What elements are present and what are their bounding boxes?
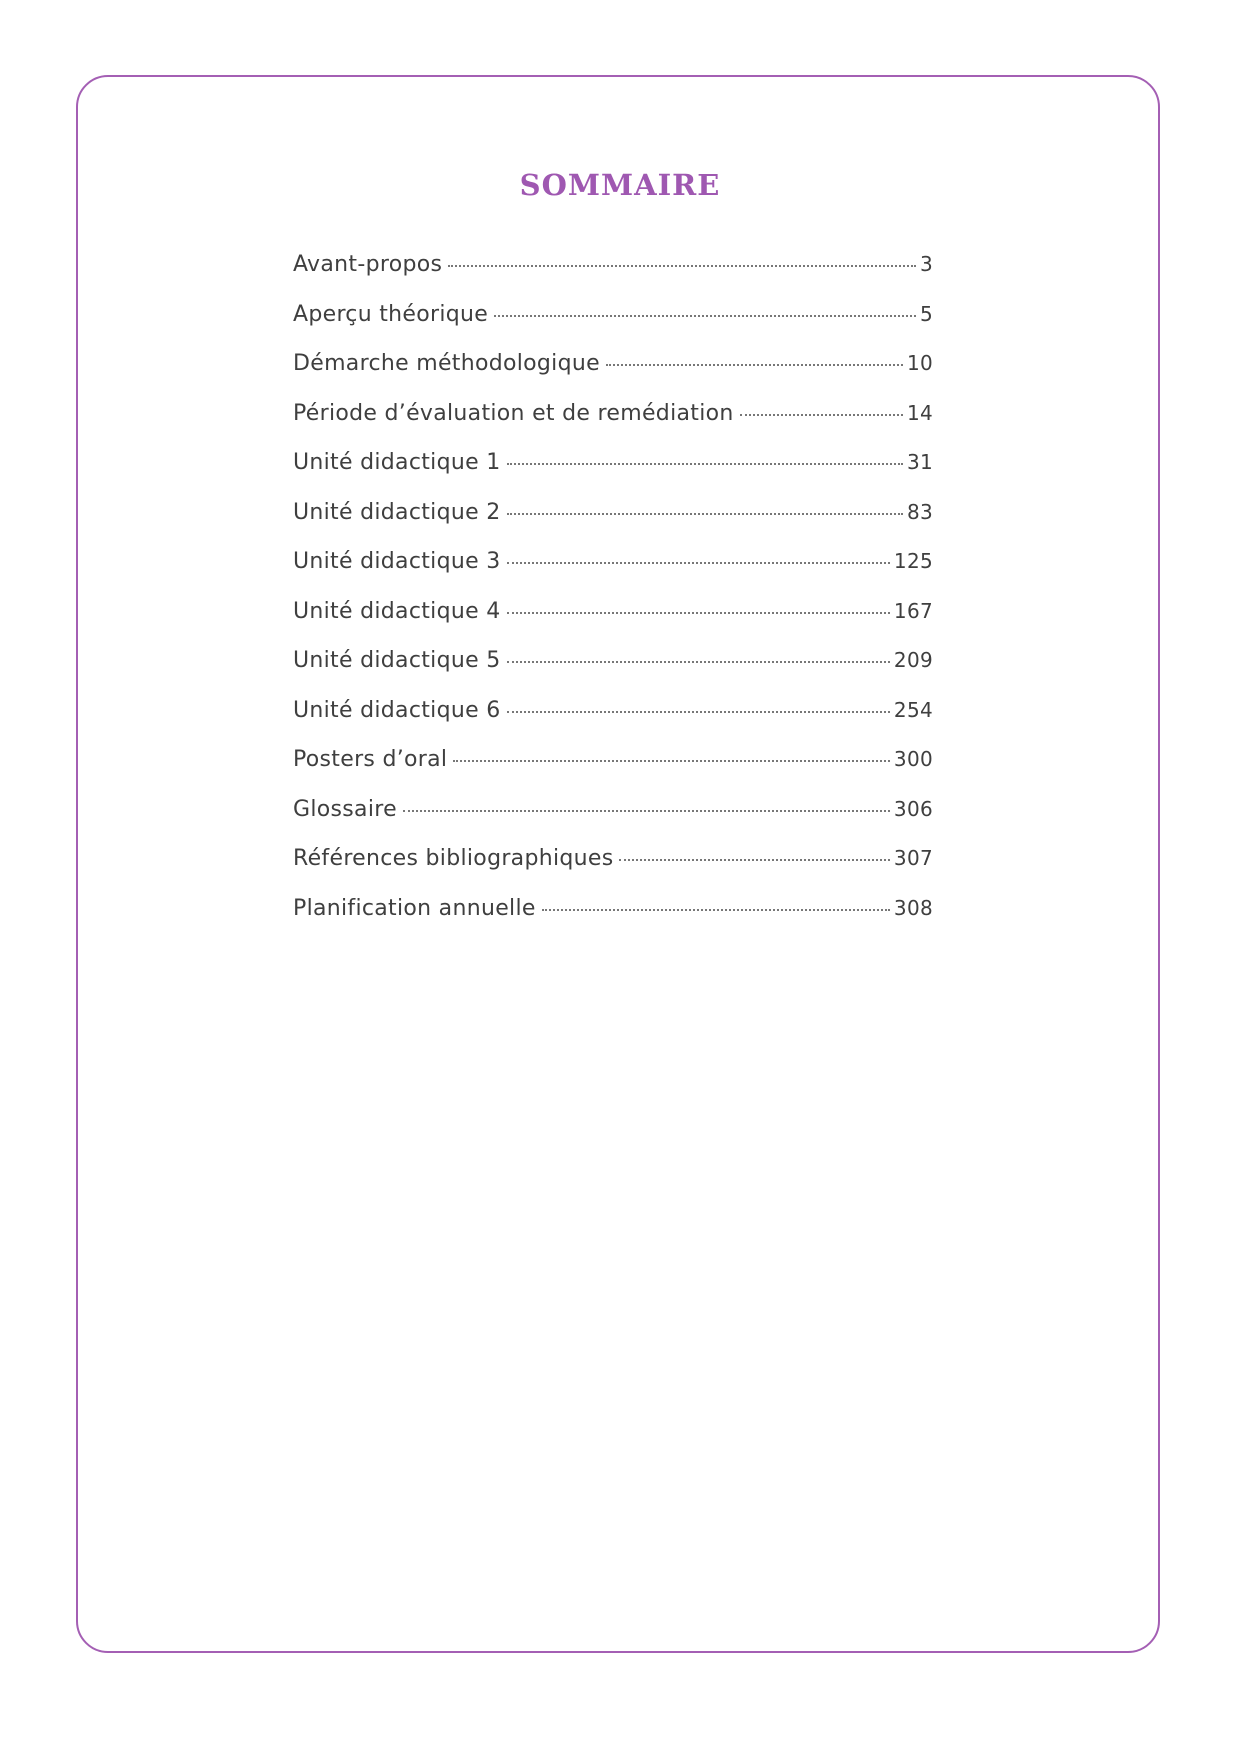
toc-entry[interactable] — [293, 797, 933, 847]
toc-entry-page: 306 — [893, 796, 933, 821]
toc-entry-label: Période d’évaluation et de remédiation — [293, 400, 734, 426]
toc-entry-page: 5 — [919, 301, 933, 326]
toc-entry-label: Unité didactique 2 — [293, 499, 501, 525]
toc-entry-page: 167 — [893, 598, 933, 623]
toc-dot-leader — [494, 315, 916, 317]
table-of-contents — [293, 252, 933, 945]
toc-entry-label: Aperçu théorique — [293, 301, 489, 327]
toc-dot-leader — [606, 364, 903, 366]
toc-entry-page: 125 — [893, 549, 933, 573]
toc-entry[interactable] — [293, 896, 933, 946]
toc-dot-leader — [507, 711, 890, 713]
toc-entry-page: 300 — [893, 747, 933, 771]
toc-dot-leader — [448, 265, 916, 267]
toc-entry-label: Posters d’oral — [293, 747, 448, 772]
toc-entry-page: 14 — [906, 400, 933, 425]
toc-entry[interactable] — [293, 450, 933, 500]
toc-dot-leader — [507, 612, 890, 614]
toc-entry-label: Références bibliographiques — [293, 846, 614, 871]
toc-entry-label: Unité didactique 5 — [293, 648, 501, 673]
toc-entry-page: 10 — [906, 351, 933, 375]
toc-entry-label: Unité didactique 3 — [293, 549, 501, 574]
toc-dot-leader — [507, 562, 890, 564]
toc-dot-leader — [403, 810, 890, 812]
toc-entry[interactable] — [293, 401, 933, 451]
toc-dot-leader — [619, 859, 889, 861]
toc-entry-page: 3 — [919, 252, 933, 276]
toc-dot-leader — [507, 513, 903, 515]
toc-entry-page: 254 — [893, 697, 933, 722]
toc-entry-label: Planification annuelle — [293, 895, 536, 921]
toc-entry-page: 209 — [893, 648, 933, 672]
toc-entry[interactable] — [293, 846, 933, 896]
toc-dot-leader — [542, 909, 890, 911]
toc-entry[interactable] — [293, 648, 933, 698]
toc-dot-leader — [740, 414, 903, 416]
toc-entry[interactable] — [293, 351, 933, 401]
toc-entry[interactable] — [293, 698, 933, 748]
toc-entry-page: 83 — [906, 499, 933, 524]
toc-entry-label: Glossaire — [293, 796, 397, 822]
toc-entry[interactable] — [293, 500, 933, 550]
toc-entry[interactable] — [293, 747, 933, 797]
toc-entry-page: 31 — [906, 450, 933, 474]
toc-entry[interactable] — [293, 599, 933, 649]
toc-entry-label: Démarche méthodologique — [293, 351, 600, 376]
toc-entry[interactable] — [293, 252, 933, 302]
toc-dot-leader — [507, 463, 903, 465]
toc-entry-label: Unité didactique 4 — [293, 598, 501, 624]
toc-entry-label: Unité didactique 1 — [293, 450, 501, 475]
toc-dot-leader — [453, 760, 890, 762]
toc-entry-label: Unité didactique 6 — [293, 697, 501, 723]
toc-entry-page: 307 — [893, 846, 933, 870]
toc-entry[interactable] — [293, 549, 933, 599]
toc-entry[interactable] — [293, 302, 933, 352]
toc-entry-label: Avant-propos — [293, 252, 443, 277]
page-title: SOMMAIRE — [519, 168, 721, 202]
toc-dot-leader — [507, 661, 890, 663]
toc-entry-page: 308 — [893, 895, 933, 920]
